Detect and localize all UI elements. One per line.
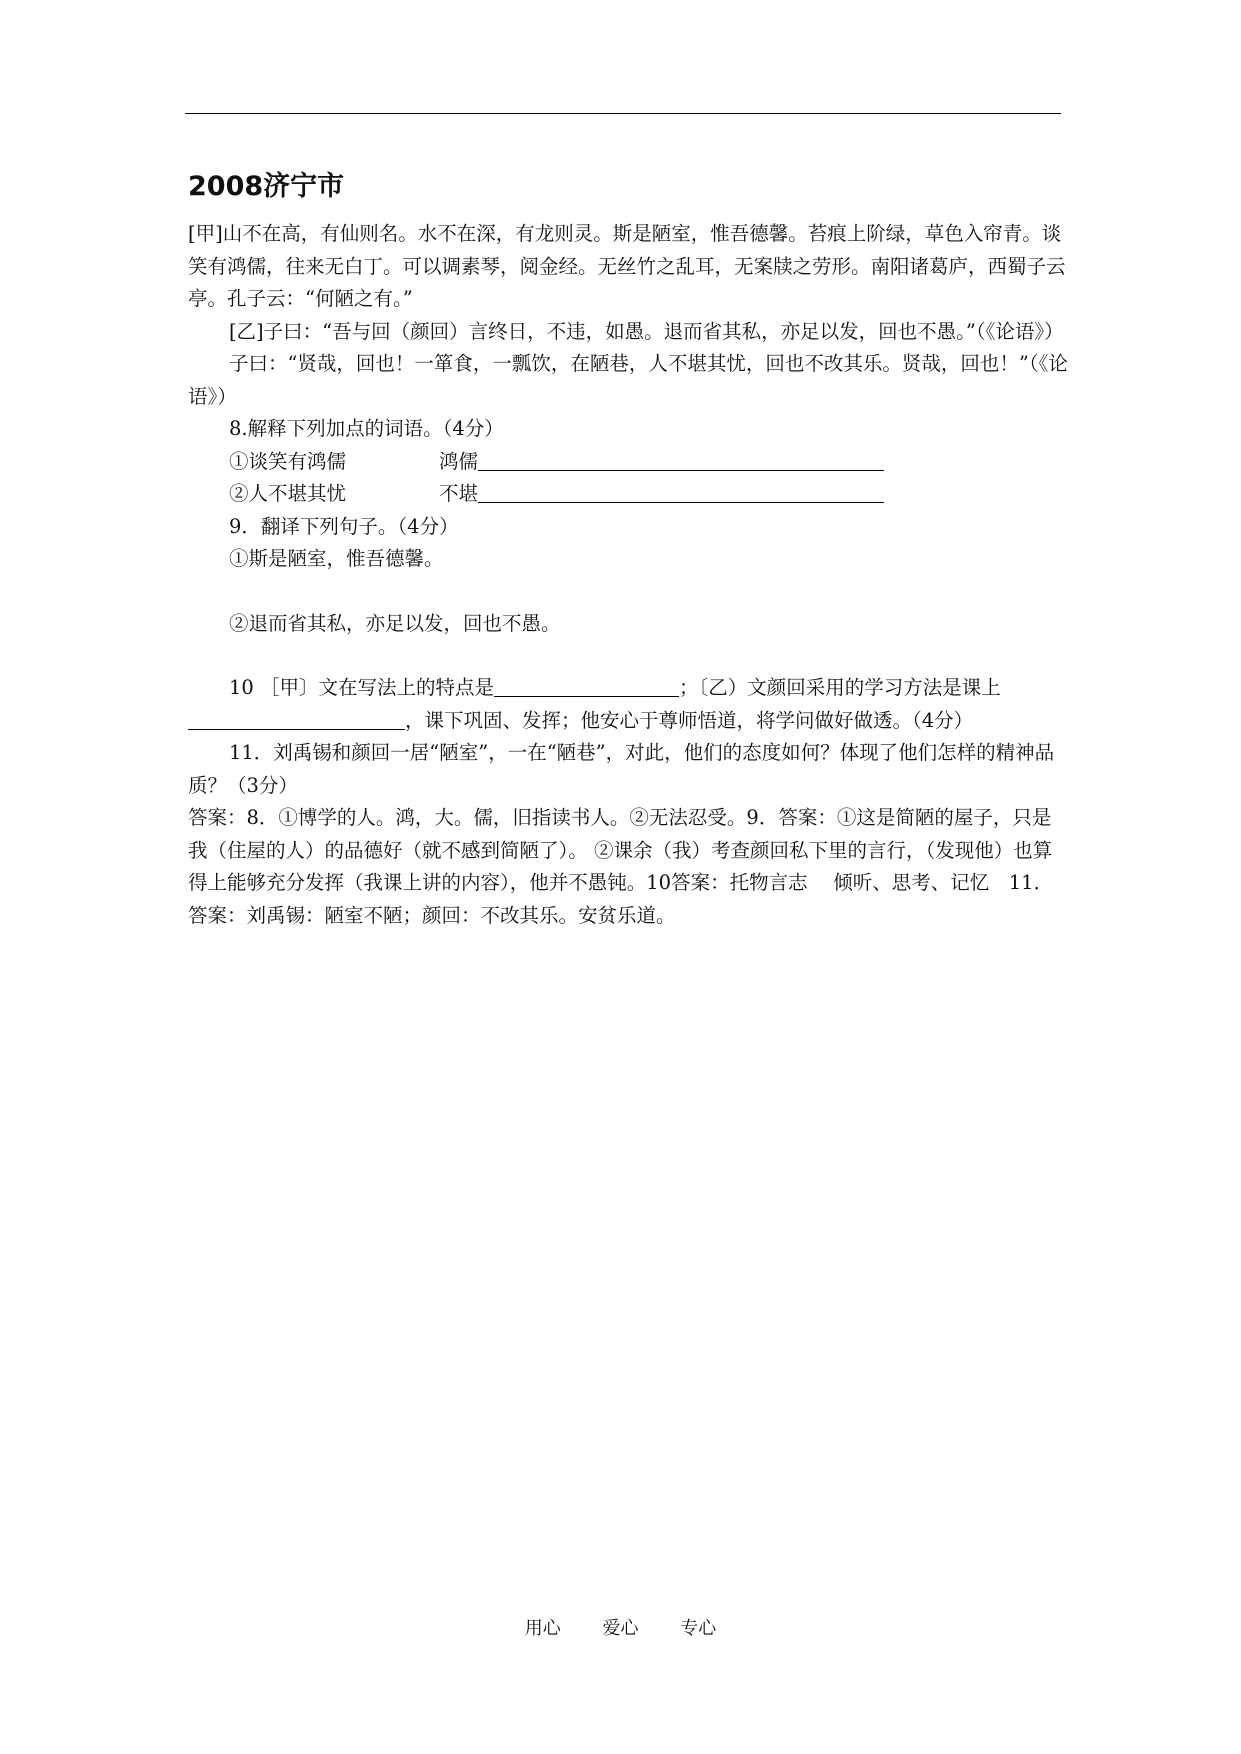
q10-answer-blank-1[interactable] [494,674,679,697]
q9-item-1: ①斯是陋室，惟吾德馨。 [229,547,444,570]
q10-part1: 10 ［甲〕文在写法上的特点是 [228,676,494,699]
q11: 11．刘禹锡和颜回一居“陋室”，一在“陋巷”，对此，他们的态度如何？体现了他们怎样的精神品质？（3分） [188,741,1055,797]
passage-b2: 子曰：“贤哉，回也！一箪食，一瓢饮，在陋巷，人不堪其忧，回也不改其乐。贤哉，回也！”（《论语》） [188,352,1068,408]
document-body [188,218,1068,932]
q8-item-2-term: 不堪 [439,482,479,505]
q10 [188,672,1068,737]
q8-item-2-answer-blank[interactable] [478,480,884,503]
q9-prompt: 9．翻译下列句子。（4分） [229,514,459,538]
q9-answer-space-2 [188,640,1068,672]
page-footer [0,1614,1241,1640]
q9-answer-space-1 [188,576,1068,608]
q8-item-2-sentence: ②人不堪其忧 [229,482,347,505]
q8-item-2 [188,478,1068,511]
page-title: 2008济宁市 [188,171,345,202]
answer-key: 答案：8．①博学的人。鸿，大。儒，旧指读书人。②无法忍受。9．答案：①这是简陋的屋子，只是我（住屋的人）的品德好（就不感到简陋了）。 ②课余（我）考查颜回私下里的言行，（发现他）也算得上能够充分发挥（我课上讲的内容），他并不愚钝。10答案：托物言志 倾听、思考、记忆 11．答案：刘禹锡：陋室不陋；颜回：不改其乐。安贫乐道。 [188,806,1054,927]
q8-item-1-answer-blank[interactable] [478,448,884,471]
q8-item-1-sentence: ①谈笑有鸿儒 [229,449,347,473]
q10-part3: ，课下巩固、发挥；他安心于尊师悟道，将学问做好做透。（4分） [405,708,974,732]
header-rule [185,113,1061,114]
q10-answer-blank-2[interactable] [188,707,405,730]
q10-part2: ；〔乙）文颜回采用的学习方法是课上 [678,676,1001,699]
q9-item-2: ②退而省其私，亦足以发，回也不愚。 [229,611,561,635]
q8-prompt: 8.解释下列加点的词语。（4分） [229,417,504,440]
passage-a: [甲]山不在高，有仙则名。水不在深，有龙则灵。斯是陋室，惟吾德馨。苔痕上阶绿，草色入帘青。谈笑有鸿儒，往来无白丁。可以调素琴，阅金经。无丝竹之乱耳，无案牍之劳形。南阳诸葛庐，西蜀子云亭。孔子云：“何陋之有。” [188,222,1066,310]
footer-word-1: 用心 [524,1618,561,1639]
q8-item-1-term: 鸿儒 [439,449,479,473]
footer-word-3: 专心 [680,1618,717,1639]
q8-item-1 [188,446,1068,479]
footer-word-2: 爱心 [602,1618,639,1639]
passage-b1: [乙]子曰：“吾与回（颜回）言终日，不违，如愚。退而省其私，亦足以发，回也不愚。”（《论语》） [228,319,1064,343]
